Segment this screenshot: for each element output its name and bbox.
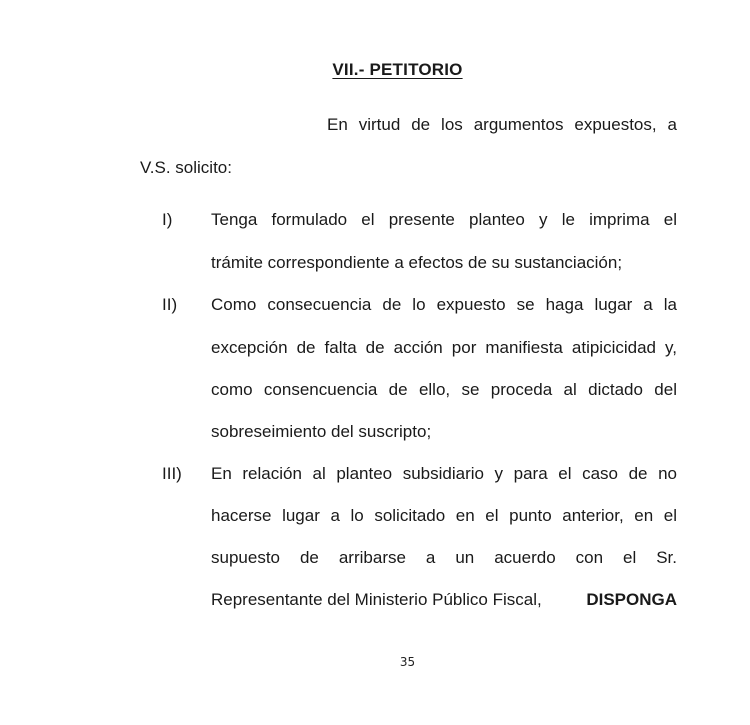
item-3-line-2: hacerse lugar a lo solicitado en el punto anterior, en el — [211, 506, 677, 525]
item-number-3: III) — [162, 464, 182, 483]
item-1-line-2: trámite correspondiente a efectos de su sustanciación; — [211, 253, 623, 272]
item-2-line-2: excepción de falta de acción por manifiesta atipicicidad y, — [211, 338, 677, 357]
item-3-line-3: supuesto de arribarse a un acuerdo con el Sr. — [211, 548, 677, 567]
item-number-1: I) — [162, 210, 173, 229]
item-2-line-4: sobreseimiento del suscripto; — [211, 422, 432, 441]
section-heading: VII.- PETITORIO — [332, 60, 463, 79]
item-1-line-1: Tenga formulado el presente planteo y le imprima el — [211, 210, 677, 229]
item-3-line-1: En relación al planteo subsidiario y para el caso de no — [211, 464, 677, 483]
intro-line-1: En virtud de los argumentos expuestos, a — [327, 115, 677, 134]
disponga-bold-word: DISPONGA — [586, 590, 677, 609]
page-number: 35 — [399, 655, 416, 669]
intro-line-2: V.S. solicito: — [140, 158, 232, 177]
item-3-line-4-text: Representante del Ministerio Público Fiscal, — [211, 590, 542, 609]
item-2-line-3: como consencuencia de ello, se proceda al dictado del — [211, 380, 677, 399]
item-2-line-1: Como consecuencia de lo expuesto se haga lugar a la — [211, 295, 677, 314]
item-number-2: II) — [162, 295, 178, 314]
item-3-line-4 — [211, 589, 677, 611]
